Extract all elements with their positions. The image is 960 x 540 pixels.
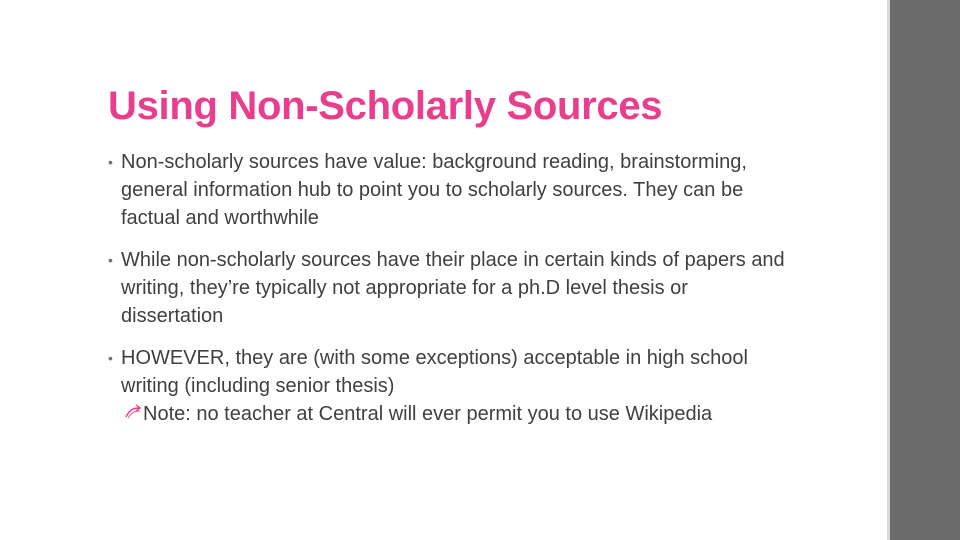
bullet-dot-icon: •	[108, 154, 113, 170]
sub-bullet-item	[121, 400, 788, 428]
sidebar-accent	[890, 0, 960, 540]
bullet-text: While non-scholarly sources have their place in certain kinds of papers and writing, they’re typically not appropriate for a ph.D level thesis or dissertation	[121, 249, 785, 327]
slide-title: Using Non-Scholarly Sources	[108, 84, 663, 128]
bullet-text: HOWEVER, they are (with some exceptions) acceptable in high school writing (including senior thesis)	[121, 347, 748, 397]
bullet-dot-icon: •	[108, 350, 113, 366]
bullet-dot-icon: •	[108, 252, 113, 268]
bullet-item	[108, 246, 788, 330]
bullet-list	[108, 148, 788, 442]
arrow-icon	[124, 403, 142, 421]
bullet-item	[108, 148, 788, 232]
sub-bullet-text: Note: no teacher at Central will ever permit you to use Wikipedia	[143, 403, 713, 425]
bullet-text: Non-scholarly sources have value: background reading, brainstorming, general information hub to point you to scholarly sources. They can be factual and worthwhile	[121, 151, 747, 229]
bullet-item	[108, 344, 788, 428]
